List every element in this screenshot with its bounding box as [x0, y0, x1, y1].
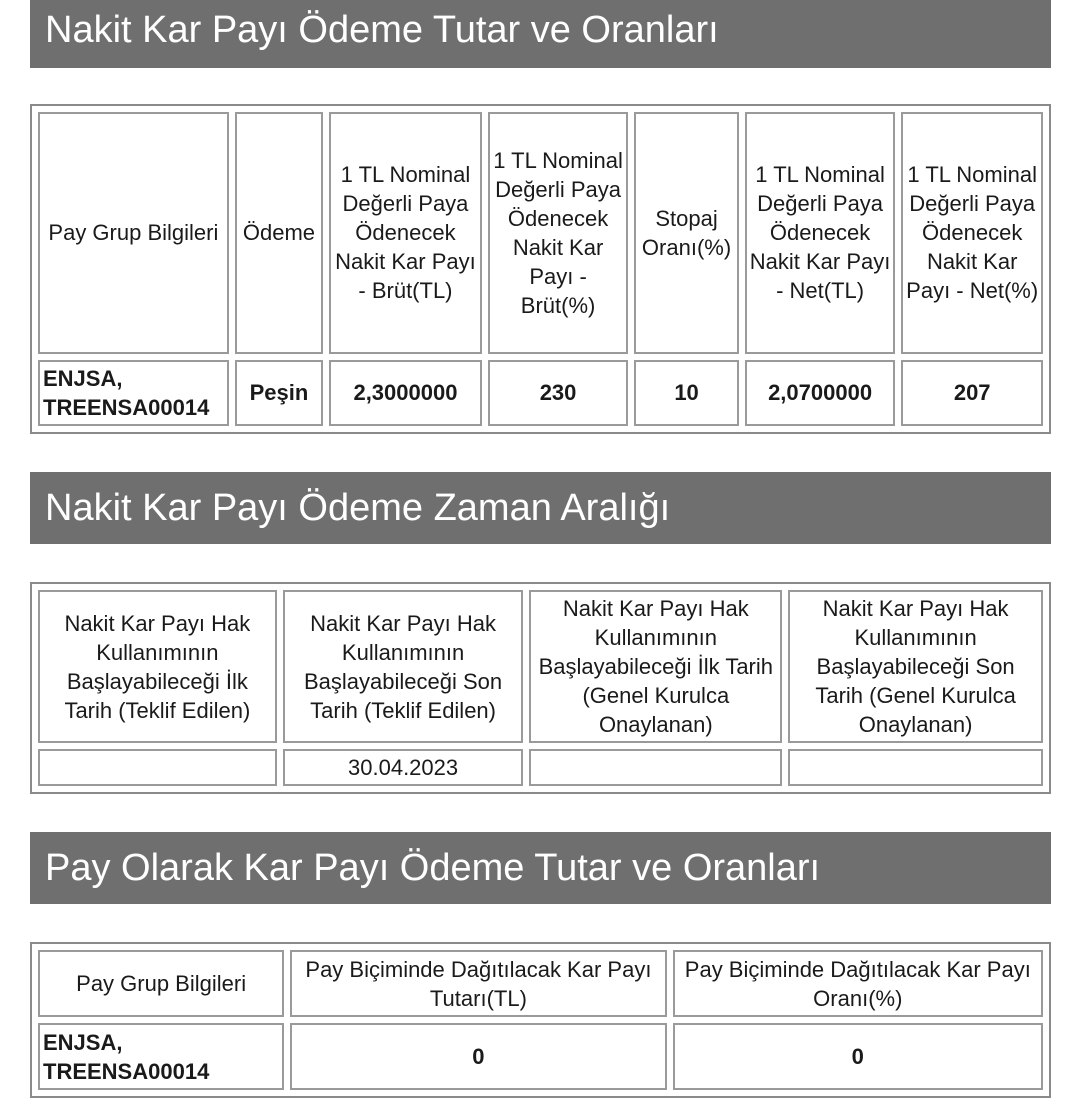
cash-dividend-table [30, 104, 1051, 434]
table-header-row [38, 590, 1043, 743]
share-dividend-table [30, 942, 1051, 1098]
table-header-row [38, 950, 1043, 1017]
section-title-cash-amounts [30, 0, 1051, 68]
header-son-teklif: Nakit Kar Payı Hak Kullanımının Başlayabileceği Son Tarih (Teklif Edilen) [283, 590, 524, 743]
header-stopaj: Stopaj Oranı(%) [634, 112, 738, 354]
cell-brut-tl: 2,3000000 [329, 360, 482, 426]
header-ilk-onay: Nakit Kar Payı Hak Kullanımının Başlayabileceği İlk Tarih (Genel Kurulca Onaylanan) [529, 590, 782, 743]
section-title-share-dividend [30, 832, 1051, 904]
payment-period-table [30, 582, 1051, 794]
cell-net-tl: 2,0700000 [745, 360, 896, 426]
header-pay-grup: Pay Grup Bilgileri [38, 112, 229, 354]
header-pay-grup: Pay Grup Bilgileri [38, 950, 284, 1017]
header-son-onay: Nakit Kar Payı Hak Kullanımının Başlayabileceği Son Tarih (Genel Kurulca Onaylanan) [788, 590, 1043, 743]
cell-oran: 0 [673, 1023, 1043, 1090]
table-header-row [38, 112, 1043, 354]
cell-net-pct: 207 [901, 360, 1043, 426]
cell-son-onay [788, 749, 1043, 786]
section-title-payment-period [30, 472, 1051, 544]
table-row [38, 1023, 1043, 1090]
cell-stopaj: 10 [634, 360, 738, 426]
section-title-text: Pay Olarak Kar Payı Ödeme Tutar ve Oranları [45, 846, 821, 889]
cell-pay-grup: ENJSA, TREENSA00014 [38, 360, 229, 426]
header-brut-pct: 1 TL Nominal Değerli Paya Ödenecek Nakit Kar Payı - Brüt(%) [488, 112, 629, 354]
header-net-pct: 1 TL Nominal Değerli Paya Ödenecek Nakit Kar Payı - Net(%) [901, 112, 1043, 354]
header-oran: Pay Biçiminde Dağıtılacak Kar Payı Oranı(%) [673, 950, 1043, 1017]
cell-odeme: Peşin [235, 360, 323, 426]
header-ilk-teklif: Nakit Kar Payı Hak Kullanımının Başlayabileceği İlk Tarih (Teklif Edilen) [38, 590, 277, 743]
cell-brut-pct: 230 [488, 360, 629, 426]
header-net-tl: 1 TL Nominal Değerli Paya Ödenecek Nakit Kar Payı - Net(TL) [745, 112, 896, 354]
cell-tutar: 0 [290, 1023, 666, 1090]
section-title-text: Nakit Kar Payı Ödeme Tutar ve Oranları [45, 8, 719, 51]
cell-ilk-teklif [38, 749, 277, 786]
cell-pay-grup: ENJSA, TREENSA00014 [38, 1023, 284, 1090]
table-row [38, 360, 1043, 426]
header-odeme: Ödeme [235, 112, 323, 354]
header-tutar: Pay Biçiminde Dağıtılacak Kar Payı Tutarı(TL) [290, 950, 666, 1017]
table-row [38, 749, 1043, 786]
cell-son-teklif: 30.04.2023 [283, 749, 524, 786]
cell-ilk-onay [529, 749, 782, 786]
section-title-text: Nakit Kar Payı Ödeme Zaman Aralığı [45, 486, 671, 529]
header-brut-tl: 1 TL Nominal Değerli Paya Ödenecek Nakit Kar Payı - Brüt(TL) [329, 112, 482, 354]
